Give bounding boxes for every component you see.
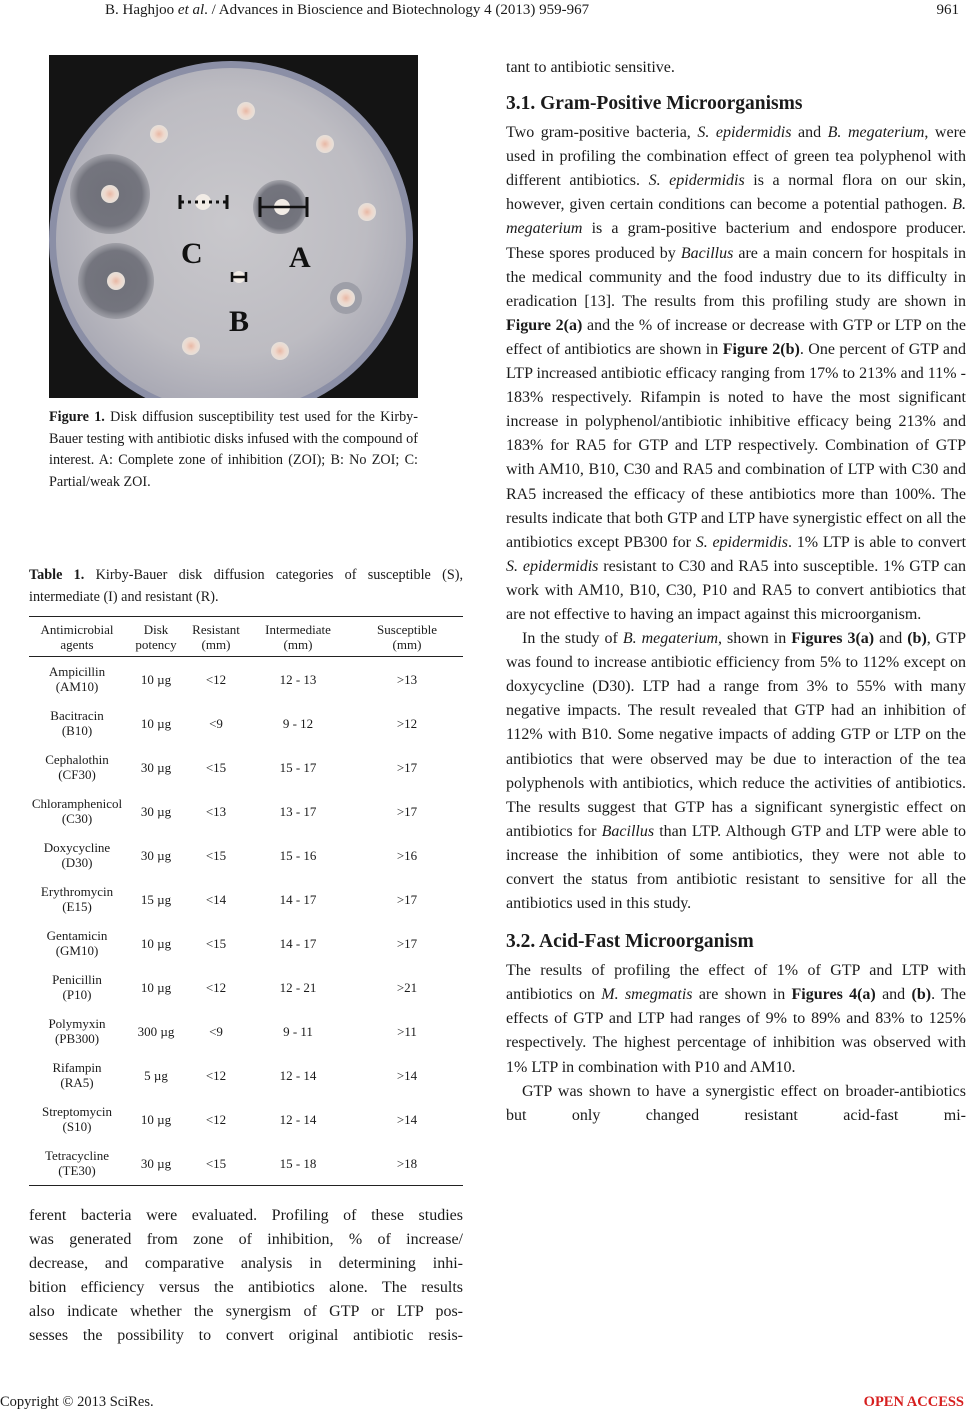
antibiotic-disk [337, 289, 355, 307]
agent-cell: Ampicillin (AM10) [48, 664, 106, 694]
resistant-cell: <9 [209, 1023, 223, 1039]
agent-cell: Cephalothin (CF30) [45, 752, 109, 782]
intermediate-cell: 9 - 12 [282, 715, 314, 731]
section-3-2-paragraph-1: The results of profiling the effect of 1% of GTP and LTP with antibiotics on M. smegmatis are shown in Figures 4(a) and (b). The effects of GTP and LTP had ranges of 9% to 89% and 83% to 125% respectively. The highest percentage of inhibition was observed with 1% LTP in combination with P10 and AM10. [506, 962, 966, 1076]
table-header-cell: Susceptible (mm) [377, 622, 437, 652]
figure-1-petri-dish-image [49, 55, 418, 398]
section-3-2-heading: 3.2. Acid-Fast Microorganism [506, 931, 754, 953]
table-row [29, 745, 463, 789]
figure-4a-reference[interactable]: Figures 4(a) [791, 986, 876, 1004]
agent-cell: Penicillin (P10) [52, 972, 102, 1002]
potency-cell: 10 µg [140, 935, 172, 951]
susceptible-cell: >11 [397, 1023, 417, 1039]
intermediate-cell: 9 - 11 [283, 1023, 313, 1039]
label-b: B [229, 305, 250, 338]
potency-cell: 10 µg [140, 671, 172, 687]
table-row [29, 1097, 463, 1141]
intermediate-cell: 14 - 17 [279, 891, 317, 907]
agent-cell: Tetracycline (TE30) [44, 1148, 110, 1178]
section-3-2-paragraph-2: GTP was shown to have a synergistic effect on broader-antibiotics but only changed resistant acid-fast mi- [506, 1082, 966, 1124]
susceptible-cell: >17 [396, 803, 418, 819]
open-access-badge: OPEN ACCESS [863, 1394, 964, 1410]
resistant-cell: <12 [205, 1067, 227, 1083]
text-line: bition efficiency versus the antibiotics alone. The results [29, 1279, 463, 1297]
resistant-cell: <15 [205, 1155, 227, 1171]
running-head-citation: B. Haghjoo et al. / Advances in Bioscience and Biotechnology 4 (2013) 959-967 [105, 2, 590, 18]
potency-cell: 15 µg [140, 891, 172, 907]
potency-cell: 10 µg [140, 1111, 172, 1127]
susceptible-cell: >17 [396, 891, 418, 907]
table-header-cell: Disk potency [135, 622, 177, 652]
intermediate-cell: 14 - 17 [279, 935, 317, 951]
agent-cell: Erythromycin (E15) [40, 884, 114, 914]
table-row [29, 965, 463, 1009]
right-column [506, 56, 966, 1128]
agent-cell: Streptomycin (S10) [41, 1104, 113, 1134]
figure-2b-reference[interactable]: Figure 2(b) [722, 340, 800, 358]
figure-2a-reference[interactable]: Figure 2(a) [506, 316, 583, 334]
potency-cell: 300 µg [137, 1023, 175, 1039]
resistant-cell: <13 [205, 803, 227, 819]
agent-cell: Chloramphenicol (C30) [31, 796, 123, 826]
intermediate-cell: 13 - 17 [279, 803, 317, 819]
intermediate-cell: 12 - 13 [279, 671, 317, 687]
text-line: decrease, and comparative analysis in determining inhi- [29, 1255, 463, 1273]
section-3-1-paragraph-1: Two gram-positive bacteria, S. epidermidis and B. megaterium, were used in profiling the combination effect of green tea polyphenol with different antibiotics. S. epidermidis is a normal flora on our skin, however, given certain conditions can become a potential pathogen. B. megaterium is a gram-positive bacterium and endospore producer. These spores produced by Bacillus are a main concern for hospitals in the medical community and the food industry due to its difficulty in eradication [13]. The results from this profiling study are shown in Figure 2(a) and the % of increase or decrease with GTP or LTP on the effect of antibiotics are shown in Figure 2(b). One percent of GTP and LTP increased antibiotic efficacy ranging from 17% to 213% and 11% - 183% respectively. Rifampin is noted to have the most significant increase in polyphenol/antibiotic inhibitive efficacy being 213% and 183% for RA5 for GTP and LTP respectively. Combination of GTP with AM10, B10, C30 and RA5 and combination of LTP with C30 and RA5 increased the efficacy of these antibiotics more than 100%. The results indicate that both GTP and LTP have synergistic effect on all the antibiotics except PB300 for S. epidermidis. 1% LTP is able to convert S. epidermidis resistant to C30 and RA5 into susceptible. 1% GTP can work with AM10, B10, C30, P10 and RA5 to convert antibiotics that are not effective to having an impact against this microorganism. [506, 124, 967, 623]
page-number: 961 [936, 2, 959, 18]
susceptible-cell: >21 [396, 979, 418, 995]
agent-cell: Rifampin (RA5) [52, 1060, 102, 1090]
resistant-cell: <14 [205, 891, 227, 907]
figure-4b-reference[interactable]: (b) [911, 986, 932, 1004]
agent-cell: Gentamicin (GM10) [46, 928, 108, 958]
table-row [29, 1009, 463, 1053]
figure-1-caption: Figure 1. Disk diffusion susceptibility test used for the Kirby-Bauer testing with antibiotic disks infused with the compound of interest. A: Complete zone of inhibition (ZOI); B: No ZOI; C: Partial/weak ZOI. [49, 409, 418, 490]
table-row [29, 1053, 463, 1097]
table-row [29, 877, 463, 921]
potency-cell: 5 µg [144, 1067, 168, 1083]
antibiotic-disk [237, 102, 255, 120]
section-3-1-paragraph-2: In the study of B. megaterium, shown in Figures 3(a) and (b), GTP was found to increase antibiotic efficiency from 5% to 112% except on doxycycline (D30). LTP had a range from 3% to 55% with many negative impacts. The result revealed that GTP had an inhibition of 112% with B10. Some negative impacts of adding GTP or LTP on the antibiotics that were observed may be due to interaction of the tea polyphenols with antibiotics, which reduce the activities of antibiotics. The results suggest that GTP has a significant synergistic effect on antibiotics for Bacillus than LTP. Although GTP and LTP were able to increase the inhibition of some antibiotics, they were not able to convert the status from antibiotic resistant to sensitive for all the antibiotics used in this study. [506, 630, 967, 913]
susceptible-cell: >14 [396, 1067, 418, 1083]
antibiotic-disk [182, 337, 200, 355]
resistant-cell: <15 [205, 847, 227, 863]
label-c: C [181, 237, 203, 270]
antibiotic-disk [316, 135, 334, 153]
antibiotic-disk [358, 203, 376, 221]
resistant-cell: <12 [205, 1111, 227, 1127]
intermediate-cell: 15 - 17 [279, 759, 317, 775]
label-a: A [289, 241, 311, 274]
antibiotic-disk [150, 125, 168, 143]
antibiotic-disk [101, 185, 119, 203]
resistant-cell: <12 [205, 671, 227, 687]
potency-cell: 30 µg [140, 1155, 172, 1171]
susceptible-cell: >13 [396, 671, 418, 687]
table-header-row [29, 617, 463, 657]
susceptible-cell: >16 [396, 847, 418, 863]
intermediate-cell: 15 - 16 [279, 847, 317, 863]
susceptible-cell: >12 [396, 715, 418, 731]
susceptible-cell: >17 [396, 935, 418, 951]
potency-cell: 30 µg [140, 759, 172, 775]
resistant-cell: <9 [209, 715, 223, 731]
table-row [29, 701, 463, 745]
intermediate-cell: 12 - 21 [279, 979, 317, 995]
table-header-cell: Antimicrobial agents [40, 622, 114, 652]
table-row [29, 789, 463, 833]
table-row [29, 833, 463, 877]
table-body [29, 657, 463, 1186]
table-header-cell: Resistant (mm) [192, 622, 240, 652]
copyright-notice: Copyright © 2013 SciRes. [0, 1394, 154, 1410]
potency-cell: 30 µg [140, 803, 172, 819]
table-row [29, 1141, 463, 1186]
running-head [0, 0, 970, 24]
resistant-cell: <15 [205, 935, 227, 951]
susceptible-cell: >17 [396, 759, 418, 775]
text-line: ferent bacteria were evaluated. Profiling of these studies [29, 1207, 463, 1224]
antibiotic-disk [107, 272, 125, 290]
continued-paragraph: tant to antibiotic sensitive. [506, 59, 675, 76]
table-1-caption: Table 1. Kirby-Bauer disk diffusion categories of susceptible (S), intermediate (I) and resistant (R). [29, 567, 463, 605]
text-line: was generated from zone of inhibition, % of increase/ [29, 1231, 463, 1249]
table-1 [29, 616, 463, 1186]
potency-cell: 10 µg [140, 715, 172, 731]
potency-cell: 30 µg [140, 847, 172, 863]
left-column-body-text [29, 1204, 463, 1349]
intermediate-cell: 15 - 18 [279, 1155, 317, 1171]
table-row [29, 921, 463, 965]
antibiotic-disk [271, 342, 289, 360]
section-3-1-heading: 3.1. Gram-Positive Microorganisms [506, 93, 803, 115]
agent-cell: Doxycycline (D30) [43, 840, 111, 870]
resistant-cell: <12 [205, 979, 227, 995]
intermediate-cell: 12 - 14 [279, 1111, 317, 1127]
figure-3a-reference[interactable]: Figures 3(a) [791, 630, 875, 648]
susceptible-cell: >18 [396, 1155, 418, 1171]
petri-dish-illustration [49, 55, 418, 398]
agent-cell: Polymyxin (PB300) [48, 1016, 106, 1046]
text-line: also indicate whether the synergism of GTP or LTP pos- [29, 1303, 463, 1321]
intermediate-cell: 12 - 14 [279, 1067, 317, 1083]
agent-cell: Bacitracin (B10) [50, 708, 104, 738]
potency-cell: 10 µg [140, 979, 172, 995]
table-header-cell: Intermediate (mm) [265, 622, 331, 652]
susceptible-cell: >14 [396, 1111, 418, 1127]
text-line: sesses the possibility to convert original antibiotic resis- [29, 1327, 463, 1345]
figure-3b-reference[interactable]: (b) [907, 630, 927, 648]
table-row [29, 657, 463, 702]
resistant-cell: <15 [205, 759, 227, 775]
